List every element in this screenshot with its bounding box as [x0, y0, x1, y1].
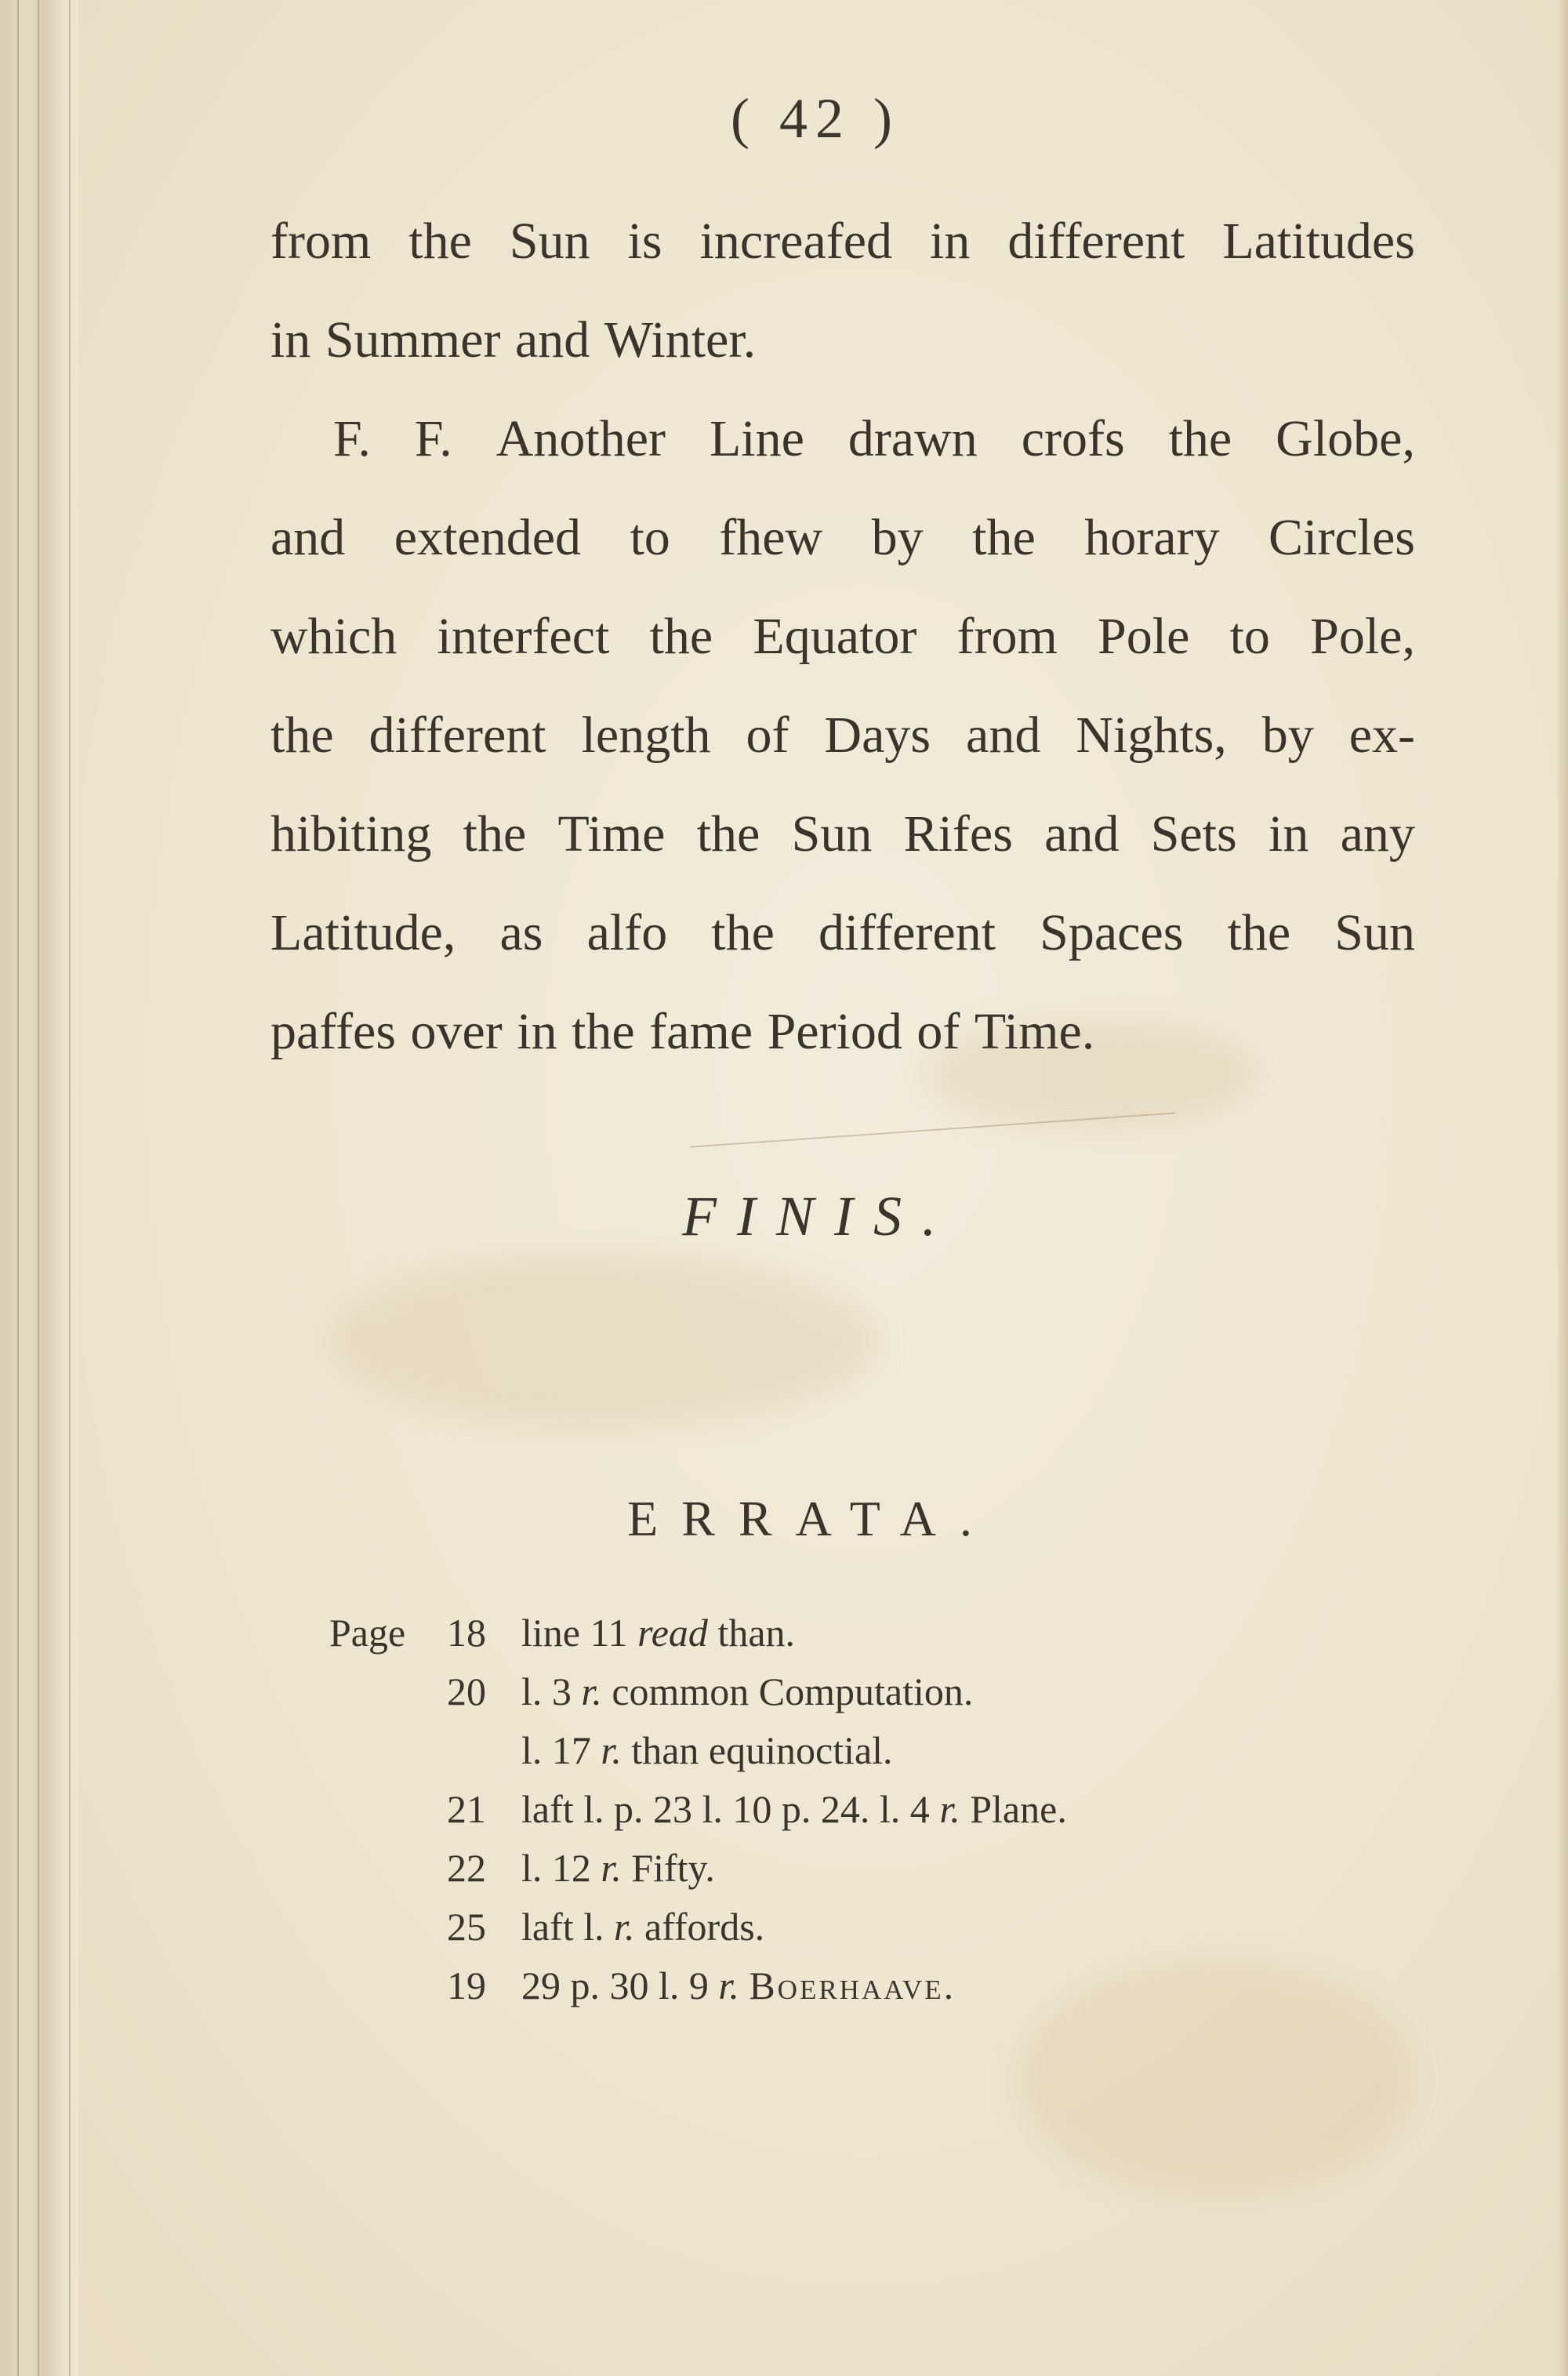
errata-entry: [329, 1604, 1443, 1662]
errata-entry: [329, 1721, 1443, 1780]
errata-correction: l. 17 r. than equinoctial.: [521, 1728, 893, 1772]
errata-page-number: 21: [447, 1787, 486, 1831]
errata-list: [329, 1604, 1443, 2015]
errata-page-number: 19: [447, 1964, 486, 2007]
paper-crease: [691, 1112, 1176, 1147]
errata-page-number: 20: [447, 1669, 486, 1713]
text-line: paffes over in the fame Period of Time.: [270, 1003, 1095, 1060]
errata-page-label: Page: [329, 1611, 406, 1655]
text-line: which interfect the Equator from Pole to Pole,: [270, 608, 1415, 665]
text-line: hibiting the Time the Sun Rifes and Sets in any: [270, 805, 1415, 863]
errata-correction: l. 12 r. Fifty.: [521, 1846, 715, 1890]
page-number: ( 42 ): [731, 87, 900, 150]
text-line: the different length of Days and Nights, by ex-: [270, 707, 1415, 764]
errata-correction: laft l. r. affords.: [521, 1905, 765, 1949]
errata-correction: l. 3 r. common Computation.: [521, 1669, 974, 1713]
errata-correction: laft l. p. 23 l. 10 p. 24. l. 4 r. Plane.: [521, 1787, 1067, 1831]
errata-entry: [329, 1956, 1443, 2015]
errata-entry: [329, 1662, 1443, 1721]
errata-page-number: 18: [447, 1611, 486, 1655]
text-line: F. F. Another Line drawn crofs the Globe,: [333, 410, 1415, 467]
text-line: in Summer and Winter.: [270, 311, 757, 369]
errata-page-number: 25: [447, 1905, 486, 1949]
text-line: from the Sun is increafed in different Latitudes: [270, 213, 1415, 270]
finis-heading: FINIS.: [682, 1185, 956, 1248]
paper-stain: [329, 1255, 878, 1427]
errata-heading: ERRATA.: [627, 1491, 996, 1546]
text-line: and extended to fhew by the horary Circles: [270, 509, 1415, 566]
body-paragraph: [270, 192, 1415, 1081]
errata-entry: [329, 1898, 1443, 1956]
text-line: Latitude, as alfo the different Spaces the Sun: [270, 904, 1415, 961]
errata-entry: [329, 1780, 1443, 1839]
errata-page-number: 22: [447, 1846, 486, 1890]
errata-correction: 29 p. 30 l. 9 r. Boerhaave.: [521, 1964, 956, 2007]
errata-entry: [329, 1839, 1443, 1898]
errata-correction: line 11 read than.: [521, 1611, 796, 1655]
